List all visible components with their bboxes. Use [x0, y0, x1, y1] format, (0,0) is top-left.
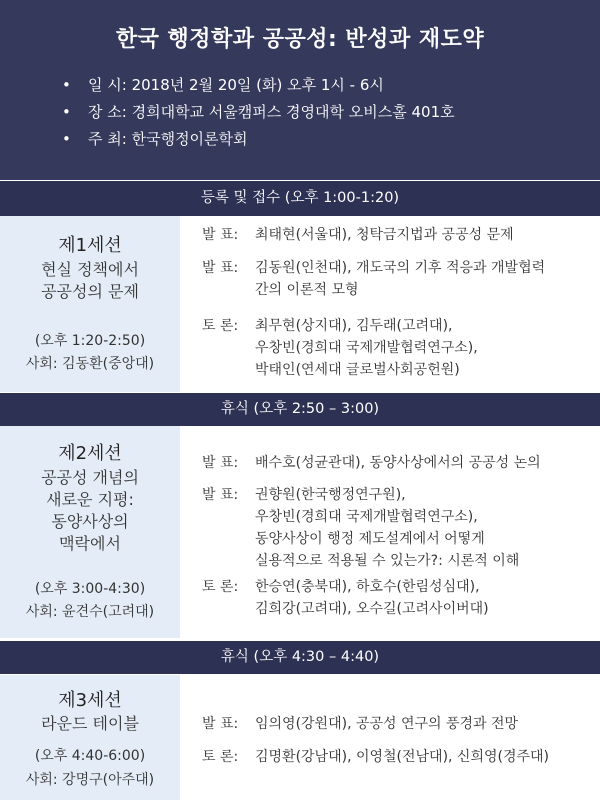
event-info-host: • 주 최: 한국행정이론학회 [62, 126, 455, 153]
session-name: 제1세션 [58, 235, 122, 256]
session-2-info [0, 426, 180, 638]
break-strip-1: 휴식 (오후 2:50 – 3:00) [0, 393, 600, 426]
event-info-date: • 일 시: 2018년 2월 20일 (화) 오후 1시 - 6시 [62, 72, 455, 99]
session-time: (오후 1:20-2:50) [34, 333, 146, 349]
event-info-venue: • 장 소: 경희대학교 서울캠퍼스 경영대학 오비스홀 401호 [62, 99, 455, 126]
session-chair: 사회: 강명구(아주대) [25, 772, 155, 788]
session-3: 제3세션 라운드 테이블 (오후 4:40-6:00) 사회: 강명구(아주대) 발 표: 임의영(강원대), 공공성 연구의 풍경과 전망 토 론: 김명환(강남대), 이영철(전남대), 신희영(경주대) [0, 675, 600, 800]
session-chair: 사회: 김동환(중앙대) [25, 356, 155, 372]
session-topic: 라운드 테이블 [41, 714, 139, 733]
session-chair: 사회: 윤견수(고려대) [25, 604, 155, 620]
session-1-info [0, 216, 180, 392]
bullet-icon: • [62, 76, 71, 94]
session-time: (오후 3:00-4:30) [34, 581, 146, 597]
session-name: 제3세션 [58, 690, 122, 711]
session-1: 제1세션 현실 정책에서 공공성의 문제 (오후 1:20-2:50) 사회: 김동환(중앙대) 발 표: 최태현(서울대), 청탁금지법과 공공성 문제 발 표: 김동원(인천대), 개도국의 기후 적응과 개발협력 간의 이론적 모형 토 론: 최무현(상지대), 김두래(고려대), 우창빈(경희대 국제개발협력연구소), 박태인(연세대 글로벌사회공헌원) [0, 216, 600, 392]
session-topic: 공공성 개념의 새로운 지평: 동양사상의 맥락에서 [41, 468, 139, 553]
event-info-list [62, 72, 455, 153]
event-header [0, 0, 600, 180]
session-2: 제2세션 공공성 개념의 새로운 지평: 동양사상의 맥락에서 (오후 3:00-4:30) 사회: 윤견수(고려대) 발 표: 배수호(성균관대), 동양사상에서의 공공성 논의 발 표: 권향원(한국행정연구원), 우창빈(경희대 국제개발협력연구소), 동양사상이 행정 제도설계에서 어떻게 실용적으로 적용될 수 있는가?: 시론적 이해 토 론: 한승연(충북대), 하호수(한림성심대), 김희강(고려대), 오수길(고려사이버대) [0, 426, 600, 638]
bullet-icon: • [62, 103, 71, 121]
bullet-icon: • [62, 130, 71, 148]
session-topic: 현실 정책에서 공공성의 문제 [41, 260, 139, 301]
session-name: 제2세션 [58, 443, 122, 464]
session-3-info [0, 675, 180, 800]
registration-strip: 등록 및 접수 (오후 1:00-1:20) [0, 181, 600, 216]
break-strip-2: 휴식 (오후 4:30 – 4:40) [0, 641, 600, 674]
event-title: 한국 행정학과 공공성: 반성과 재도약 [115, 27, 485, 52]
session-time: (오후 4:40-6:00) [34, 748, 146, 764]
